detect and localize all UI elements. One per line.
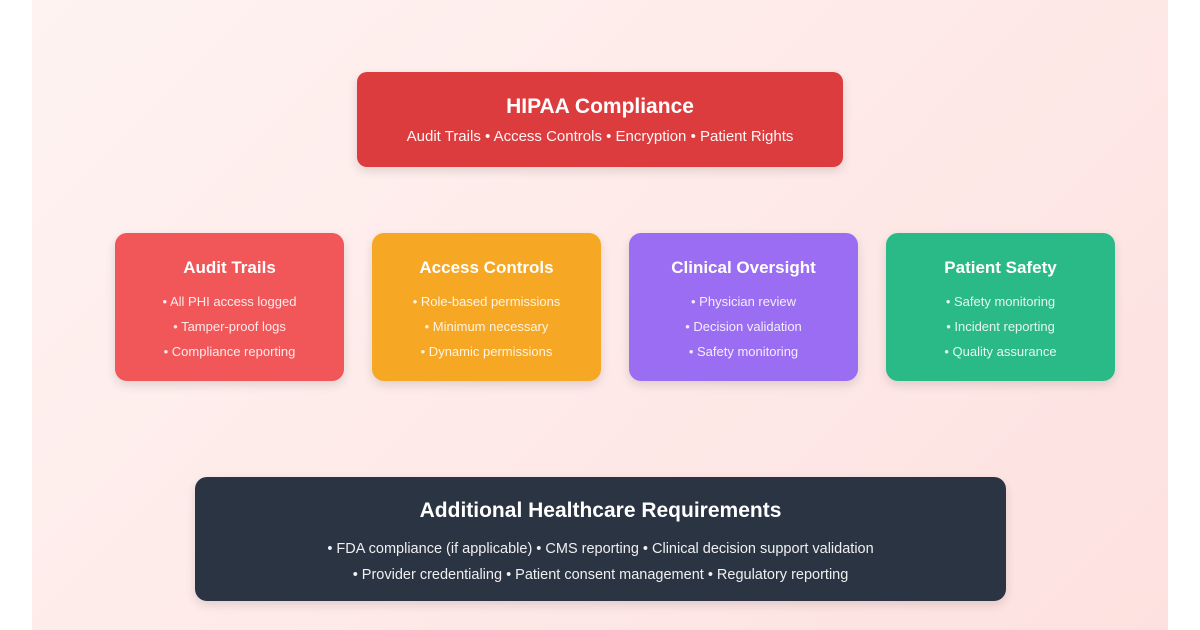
clinical-oversight-item: • Safety monitoring (688, 344, 799, 359)
patient-safety-item: • Incident reporting (946, 319, 1055, 334)
additional-requirements-line: • Provider credentialing • Patient consent management • Regulatory reporting (352, 567, 849, 583)
access-controls-item: • Role-based permissions (412, 294, 561, 309)
additional-requirements-line: • FDA compliance (if applicable) • CMS reporting • Clinical decision support validation (327, 541, 874, 557)
compliance-diagram-canvas (32, 0, 1168, 630)
clinical-oversight-item: • Physician review (691, 294, 796, 309)
patient-safety-item: • Safety monitoring (945, 294, 1056, 309)
patient-safety-item: • Quality assurance (944, 344, 1057, 359)
access-controls-card (372, 233, 601, 381)
audit-trails-title: Audit Trails (183, 258, 276, 277)
audit-trails-item: • Tamper-proof logs (173, 319, 286, 334)
pillar-row (115, 233, 1115, 381)
hipaa-compliance-card (357, 72, 843, 167)
hipaa-compliance-title: HIPAA Compliance (506, 94, 694, 118)
patient-safety-card (886, 233, 1115, 381)
audit-trails-card (115, 233, 344, 381)
hipaa-compliance-subtitle: Audit Trails • Access Controls • Encryption • Patient Rights (406, 127, 794, 145)
access-controls-item: • Minimum necessary (424, 319, 549, 334)
clinical-oversight-item: • Decision validation (685, 319, 802, 334)
additional-requirements-title: Additional Healthcare Requirements (419, 499, 782, 522)
clinical-oversight-card (629, 233, 858, 381)
audit-trails-item: • All PHI access logged (162, 294, 297, 309)
access-controls-title: Access Controls (419, 258, 554, 277)
patient-safety-title: Patient Safety (944, 258, 1057, 277)
clinical-oversight-title: Clinical Oversight (671, 258, 816, 277)
additional-requirements-card (195, 477, 1006, 601)
audit-trails-item: • Compliance reporting (163, 344, 296, 359)
access-controls-item: • Dynamic permissions (420, 344, 553, 359)
